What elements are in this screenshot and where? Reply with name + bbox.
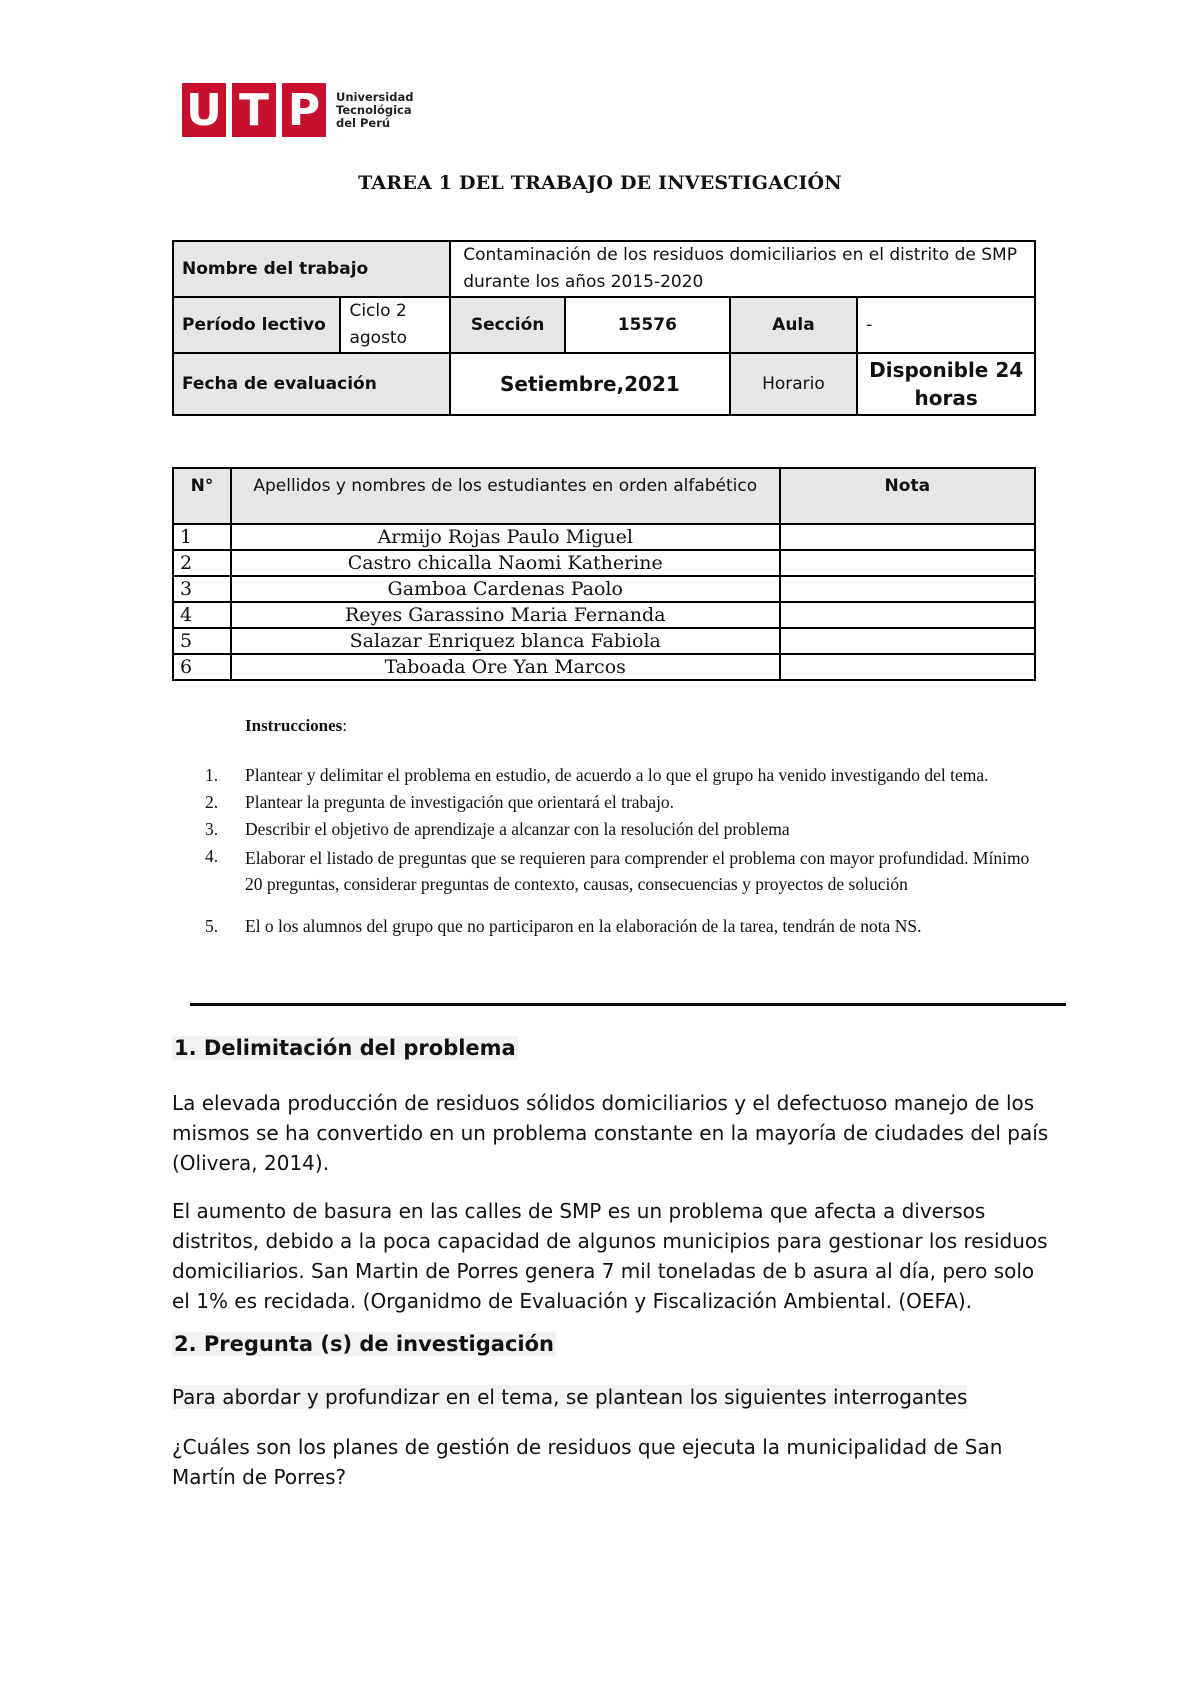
instructions-list [205, 764, 1045, 942]
horario-label: Horario [730, 353, 858, 415]
students-table [172, 467, 1036, 681]
table-row: 1 Armijo Rojas Paulo Miguel [173, 524, 1035, 550]
logo-letter-u: U [182, 83, 226, 137]
fecha-label: Fecha de evaluación [173, 353, 450, 415]
table-row: 2 Castro chicalla Naomi Katherine [173, 550, 1035, 576]
table-row: 3 Gamboa Cardenas Paolo [173, 576, 1035, 602]
logo-letter-t: T [232, 83, 276, 137]
list-item: 1. Plantear y delimitar el problema en estudio, de acuerdo a lo que el grupo ha venido investigando del tema. [205, 765, 989, 785]
col-name-header: Apellidos y nombres de los estudiantes en orden alfabético [231, 468, 780, 524]
list-item: 2. Plantear la pregunta de investigación que orientará el trabajo. [205, 792, 675, 812]
aula-label: Aula [730, 297, 858, 353]
periodo-value: Ciclo 2 agosto [340, 297, 450, 353]
horario-value: Disponible 24 horas [857, 353, 1035, 415]
section2-question-1: ¿Cuáles son los planes de gestión de residuos que ejecuta la municipalidad de San Martín de Porres? [172, 1435, 1003, 1489]
assignment-info-table [172, 240, 1036, 416]
fecha-value: Setiembre,2021 [450, 353, 729, 415]
table-row: 4 Reyes Garassino Maria Fernanda [173, 602, 1035, 628]
document-title: TAREA 1 DEL TRABAJO DE INVESTIGACIÓN [358, 172, 842, 194]
periodo-label: Período lectivo [173, 297, 340, 353]
nombre-value: Contaminación de los residuos domiciliarios en el distrito de SMP durante los años 2015-2020 [450, 241, 1035, 297]
utp-logo [182, 83, 413, 137]
table-row: 5 Salazar Enriquez blanca Fabiola [173, 628, 1035, 654]
list-item: 3. Describir el objetivo de aprendizaje a alcanzar con la resolución del problema [205, 819, 790, 839]
col-num-header: N° [173, 468, 231, 524]
seccion-label: Sección [450, 297, 565, 353]
section1-paragraph-1: La elevada producción de residuos sólidos domiciliarios y el defectuoso manejo de los mismos se ha convertido en un problema constante en la mayoría de ciudades del país (Olivera, 2014). [172, 1091, 1049, 1175]
table-row: 6 Taboada Ore Yan Marcos [173, 654, 1035, 680]
list-item: 4. Elaborar el listado de preguntas que se requieren para comprender el problema con mayor profundidad. Mínimo 20 preguntas, considerar preguntas de contexto, causas, consecuencias y proyectos de solución [205, 846, 1030, 894]
section1-paragraph-2: El aumento de basura en las calles de SMP es un problema que afecta a diversos distritos, debido a la poca capacidad de algunos municipios para gestionar los residuos domiciliarios. San Martin de Porres genera 7 mil toneladas de b asura al día, pero solo el 1% es recidada. (Organidmo de Evaluación y Fiscalización Ambiental. (OEFA). [172, 1199, 1048, 1313]
section2-heading: 2. Pregunta (s) de investigación [174, 1332, 554, 1356]
instructions-title: Instrucciones: [245, 716, 348, 735]
nombre-label: Nombre del trabajo [173, 241, 450, 297]
aula-value: - [857, 297, 1035, 353]
seccion-value: 15576 [565, 297, 730, 353]
logo-letter-p: P [282, 83, 326, 137]
list-item: 5. El o los alumnos del grupo que no participaron en la elaboración de la tarea, tendrán de nota NS. [205, 916, 922, 936]
col-nota-header: Nota [780, 468, 1035, 524]
section1-heading: 1. Delimitación del problema [174, 1036, 516, 1060]
logo-university-name: Universidad Tecnológica del Perú [336, 89, 414, 130]
divider [190, 1003, 1066, 1006]
section2-intro: Para abordar y profundizar en el tema, se plantean los siguientes interrogantes [172, 1385, 968, 1409]
